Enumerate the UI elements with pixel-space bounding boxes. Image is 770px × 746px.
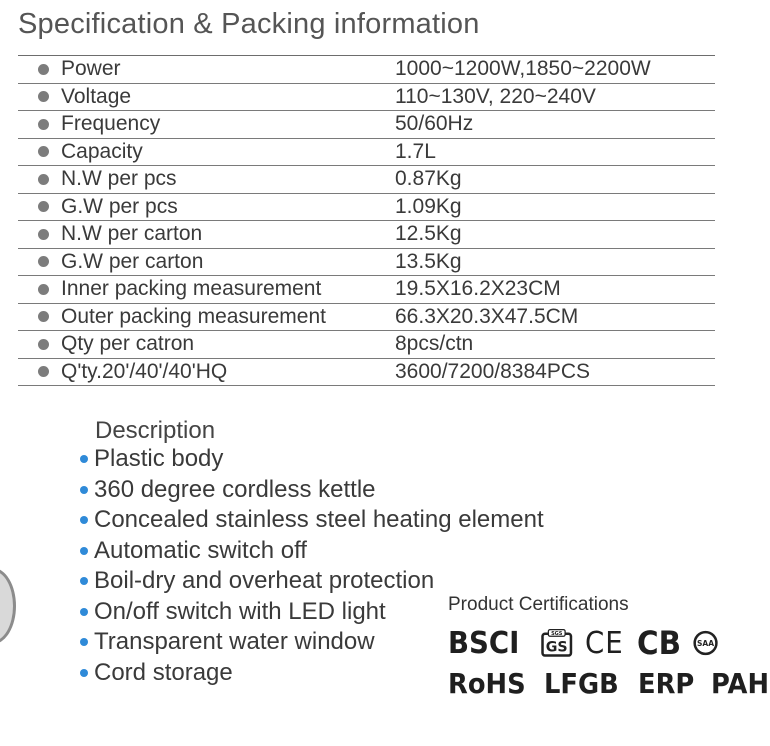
spec-label: N.W per carton <box>61 222 203 246</box>
table-row <box>18 56 715 84</box>
bullet-icon <box>80 638 88 646</box>
page-title: Specification & Packing information <box>18 8 480 40</box>
saa-text: SAA <box>696 638 714 648</box>
list-item: Transparent water window <box>80 627 544 658</box>
bullet-icon <box>38 174 49 185</box>
erp-logo: ERP <box>637 666 695 700</box>
list-item: Boil-dry and overheat protection <box>80 566 544 597</box>
decorative-arc <box>0 568 16 644</box>
list-item: Cord storage <box>80 658 544 689</box>
table-row <box>18 111 715 139</box>
bullet-icon <box>80 486 88 494</box>
spec-value: 1.7L <box>395 139 436 163</box>
pah-logo: PAH <box>710 666 769 700</box>
bullet-icon <box>80 669 88 677</box>
table-row <box>18 359 715 387</box>
list-item: Automatic switch off <box>80 536 544 567</box>
table-row <box>18 194 715 222</box>
spec-label: N.W per pcs <box>61 167 177 191</box>
spec-label: Q'ty.20'/40'/40'HQ <box>61 359 228 383</box>
spec-label: Capacity <box>61 139 143 163</box>
gs-logo <box>540 626 573 660</box>
list-item: Plastic body <box>80 444 544 475</box>
spec-value: 8pcs/ctn <box>395 332 474 356</box>
bullet-icon <box>80 516 88 524</box>
table-row <box>18 249 715 277</box>
bullet-icon <box>80 547 88 555</box>
bullet-icon <box>38 64 49 75</box>
ce-logo: CE <box>585 625 624 661</box>
spec-table <box>18 55 715 386</box>
spec-value: 19.5X16.2X23CM <box>395 277 561 301</box>
description-heading: Description <box>95 417 216 444</box>
table-row <box>18 304 715 332</box>
spec-label: G.W per pcs <box>61 194 178 218</box>
bullet-icon <box>80 577 88 585</box>
bullet-icon <box>80 608 88 616</box>
bullet-icon <box>38 146 49 157</box>
spec-value: 3600/7200/8384PCS <box>395 359 590 383</box>
bullet-icon <box>38 284 49 295</box>
spec-label: Frequency <box>61 112 161 136</box>
bullet-icon <box>38 366 49 377</box>
spec-value: 12.5Kg <box>395 222 462 246</box>
bullet-icon <box>38 119 49 130</box>
list-item: Concealed stainless steel heating element <box>80 505 544 536</box>
gs-text: GS <box>545 639 568 656</box>
table-row <box>18 276 715 304</box>
table-row <box>18 331 715 359</box>
cb-logo: CB <box>637 624 682 662</box>
spec-value: 50/60Hz <box>395 112 474 136</box>
bullet-icon <box>38 201 49 212</box>
saa-logo <box>693 628 718 658</box>
certification-logos <box>448 624 769 700</box>
list-item: 360 degree cordless kettle <box>80 475 544 506</box>
table-row <box>18 84 715 112</box>
spec-label: G.W per carton <box>61 249 204 273</box>
spec-value: 1.09Kg <box>395 194 462 218</box>
table-row <box>18 221 715 249</box>
spec-value: 66.3X20.3X47.5CM <box>395 304 579 328</box>
spec-value: 0.87Kg <box>395 167 462 191</box>
bullet-icon <box>38 339 49 350</box>
rohs-logo: RoHS <box>448 666 526 700</box>
table-row <box>18 139 715 167</box>
bullet-icon <box>38 256 49 267</box>
bullet-icon <box>80 455 88 463</box>
bsci-logo: BSCI <box>448 625 520 661</box>
list-item: On/off switch with LED light <box>80 597 544 628</box>
spec-label: Power <box>61 57 121 81</box>
gs-small-text: SGS <box>550 631 563 638</box>
spec-value: 110~130V, 220~240V <box>395 84 596 108</box>
bullet-icon <box>38 91 49 102</box>
table-row <box>18 166 715 194</box>
bullet-icon <box>38 311 49 322</box>
spec-label: Inner packing measurement <box>61 277 322 301</box>
bullet-icon <box>38 229 49 240</box>
spec-label: Voltage <box>61 84 132 108</box>
certifications-heading: Product Certifications <box>448 594 629 615</box>
spec-label: Outer packing measurement <box>61 304 326 328</box>
spec-value: 1000~1200W,1850~2200W <box>395 57 651 81</box>
lfgb-logo: LFGB <box>544 666 620 700</box>
spec-label: Qty per catron <box>61 332 195 356</box>
spec-value: 13.5Kg <box>395 249 462 273</box>
